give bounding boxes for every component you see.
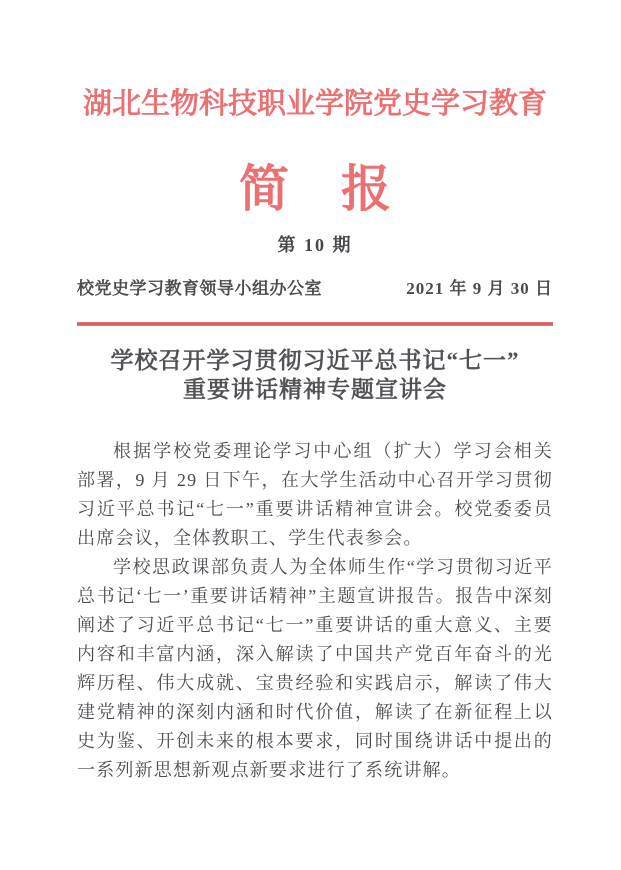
org-title: 湖北生物科技职业学院党史学习教育	[82, 88, 547, 120]
issue-number: 第 10 期	[277, 235, 353, 256]
bulletin-title-char-2: 报	[341, 161, 391, 218]
body-paragraph-2: 学校思政课部负责人为全体师生作“学习贯彻习近平总书记‘七一’重要讲话精神”主题宣讲报告。报告中深刻阐述了习近平总书记“七一”重要讲话的重大意义、主要内容和丰富内涵，深入解读了中国共产党百年奋斗的光辉历程、伟大成就、宝贵经验和实践启示，解读了伟大建党精神的深刻内涵和时代价值，解读了在新征程上以史为鉴、开创未来的根本要求，同时围绕讲话中提出的一系列新思想新观点新要求进行了系统讲解。	[77, 557, 553, 781]
bulletin-masthead	[77, 88, 553, 257]
red-divider-rule	[77, 322, 553, 326]
article-headline-line-2: 重要讲话精神专题宣讲会	[183, 377, 447, 403]
bulletin-article	[77, 346, 553, 785]
article-body	[77, 437, 553, 785]
bulletin-title-char-1: 简	[239, 161, 289, 218]
body-paragraph-1: 根据学校党委理论学习中心组（扩大）学习会相关部署，9 月 29 日下午，在大学生活动中心召开学习贯彻习近平总书记“七一”重要讲话精神宣讲会。校党委委员出席会议，全体教职工、学生代表参会。	[77, 441, 553, 549]
bulletin-title	[77, 162, 553, 217]
article-headline	[77, 346, 553, 404]
issuing-office: 校党史学习教育领导小组办公室	[77, 279, 322, 299]
issue-date: 2021 年 9 月 30 日	[406, 279, 553, 299]
article-headline-line-1: 学校召开学习贯彻习近平总书记“七一”	[110, 348, 520, 374]
meta-row	[77, 278, 553, 300]
